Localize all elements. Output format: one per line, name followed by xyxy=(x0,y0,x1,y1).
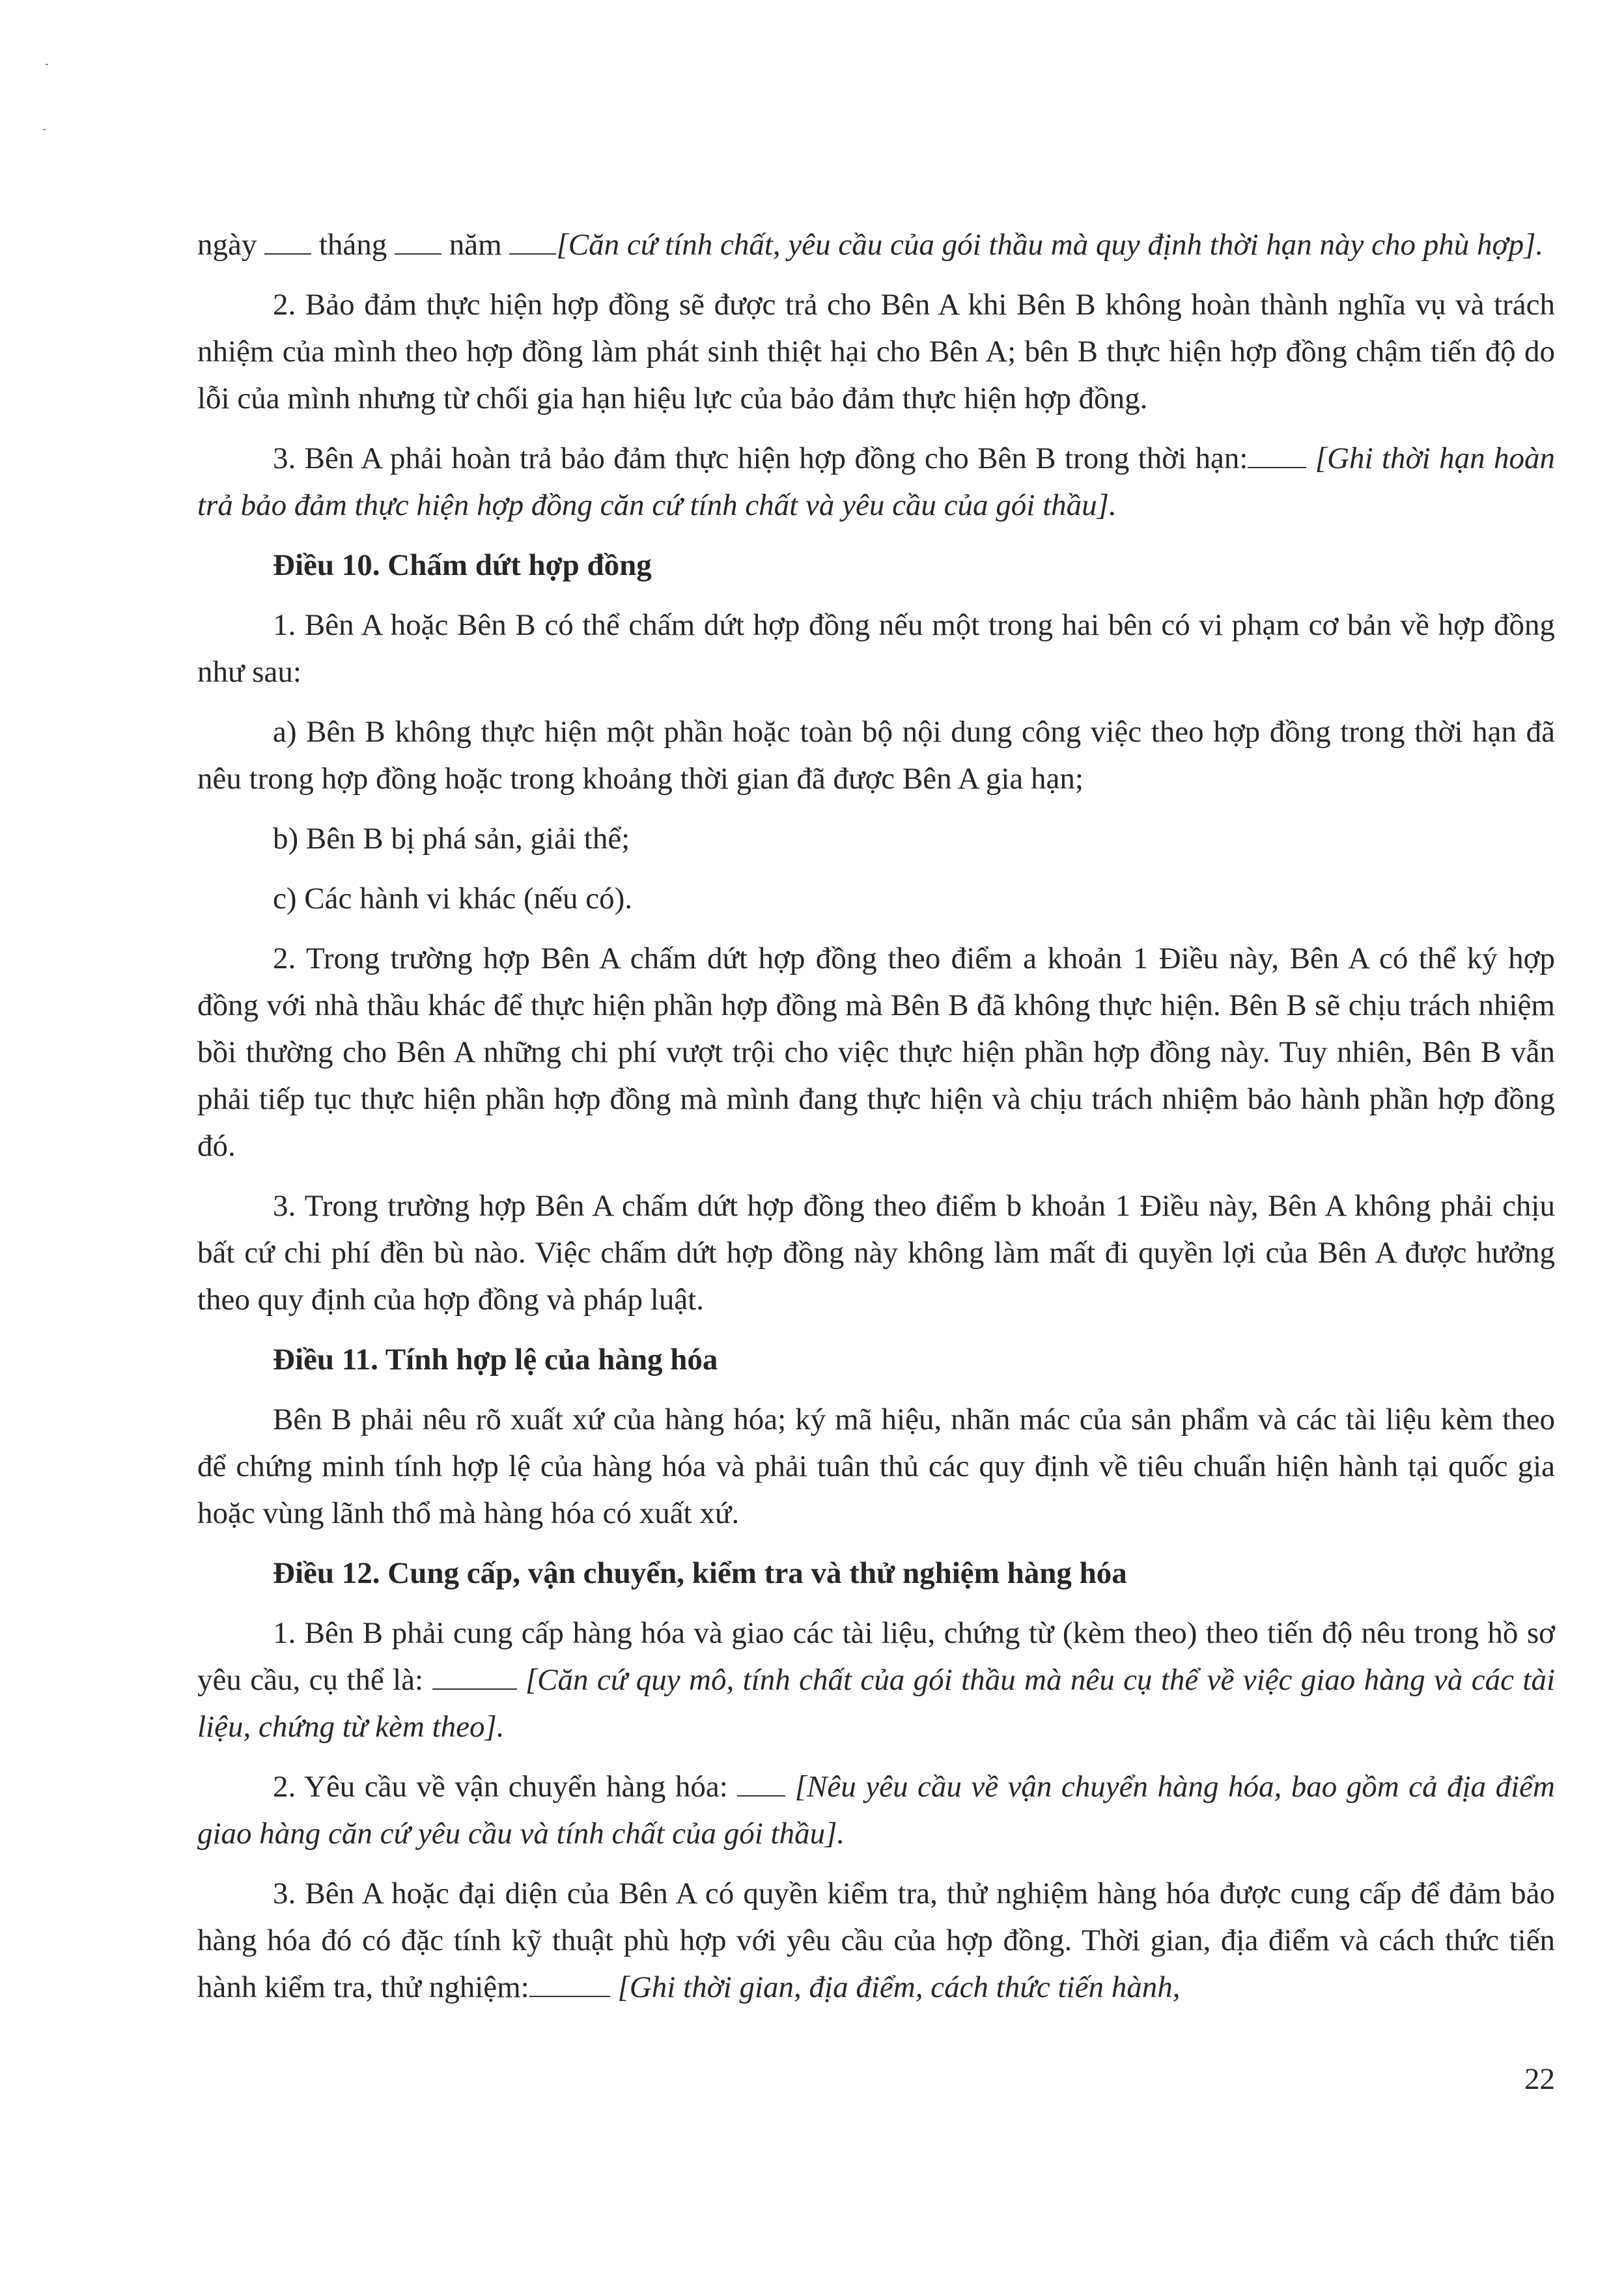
art10-item-a: a) Bên B không thực hiện một phần hoặc toàn bộ nội dung công việc theo hợp đồng trong thời hạn đã nêu trong hợp đồng hoặc trong khoảng thời gian đã được Bên A gia hạn; xyxy=(197,715,1555,796)
art12-heading: Điều 12. Cung cấp, vận chuyển, kiểm tra và thử nghiệm hàng hóa xyxy=(273,1556,1127,1590)
year-blank xyxy=(509,226,556,255)
scan-speck xyxy=(46,64,48,65)
art12-p3-note: [Ghi thời gian, địa điểm, cách thức tiến hành, xyxy=(617,1970,1181,2004)
art10-paragraph-1: 1. Bên A hoặc Bên B có thể chấm dứt hợp đồng nếu một trong hai bên có vi phạm cơ bản về hợp đồng như sau: xyxy=(197,608,1555,689)
intro-date-paragraph xyxy=(197,221,1555,268)
art10-paragraph-3: 3. Trong trường hợp Bên A chấm dứt hợp đồng theo điểm b khoản 1 Điều này, Bên A không phải chịu bất cứ chi phí đền bù nào. Việc chấm dứt hợp đồng này không làm mất đi quyền lợi của Bên A được hưởng theo quy định của hợp đồng và pháp luật. xyxy=(197,1189,1555,1317)
art10-heading: Điều 10. Chấm dứt hợp đồng xyxy=(273,548,652,582)
art10-item-b: b) Bên B bị phá sản, giải thể; xyxy=(273,822,630,856)
art9-paragraph-2: 2. Bảo đảm thực hiện hợp đồng sẽ được trả cho Bên A khi Bên B không hoàn thành nghĩa vụ và trách nhiệm của mình theo hợp đồng làm phát sinh thiệt hại cho Bên A; bên B thực hiện hợp đồng chậm tiến độ do lỗi của mình nhưng từ chối gia hạn hiệu lực của bảo đảm thực hiện hợp đồng. xyxy=(197,288,1555,415)
inspection-blank xyxy=(529,1968,610,1997)
intro-note: [Căn cứ tính chất, yêu cầu của gói thầu mà quy định thời hạn này cho phù hợp]. xyxy=(556,228,1544,262)
art10-paragraph-2: 2. Trong trường hợp Bên A chấm dứt hợp đồng theo điểm a khoản 1 Điều này, Bên A có thể ký hợp đồng với nhà thầu khác để thực hiện phần hợp đồng mà Bên B đã không thực hiện. Bên B sẽ chịu trách nhiệm bồi thường cho Bên A những chi phí vượt trội cho việc thực hiện phần hợp đồng này. Tuy nhiên, Bên B vẫn phải tiếp tục thực hiện phần hợp đồng mà mình đang thực hiện và chịu trách nhiệm bảo hành phần hợp đồng đó. xyxy=(197,942,1555,1163)
word-thang: tháng xyxy=(318,228,387,262)
day-blank xyxy=(264,226,311,255)
art12-p1-note: [Căn cứ quy mô, tính chất của gói thầu mà nêu cụ thể về việc giao hàng và các tài liệu, chứng từ kèm theo]. xyxy=(197,1663,1556,1744)
month-blank xyxy=(395,226,441,255)
art11-heading: Điều 11. Tính hợp lệ của hàng hóa xyxy=(273,1343,718,1377)
art12-paragraph-3 xyxy=(197,1870,1555,2011)
art12-p2-note: [Nêu yêu cầu về vận chuyển hàng hóa, bao gồm cả địa điểm giao hàng căn cứ yêu cầu và tính chất của gói thầu]. xyxy=(197,1770,1555,1851)
art10-item-c: c) Các hành vi khác (nếu có). xyxy=(273,882,632,916)
return-term-blank xyxy=(1248,440,1306,468)
art12-p1-text: 1. Bên B phải cung cấp hàng hóa và giao các tài liệu, chứng từ (kèm theo) theo tiến độ nêu trong hồ sơ yêu cầu, cụ thể là: xyxy=(197,1616,1555,1697)
art9-paragraph-3 xyxy=(197,435,1555,529)
art9-p3-note: [Ghi thời hạn hoàn trả bảo đảm thực hiện hợp đồng căn cứ tính chất và yêu cầu của gói thầu]. xyxy=(197,441,1555,522)
art12-p3-text: 3. Bên A hoặc đại diện của Bên A có quyền kiểm tra, thử nghiệm hàng hóa được cung cấp để đảm bảo hàng hóa đó có đặc tính kỹ thuật phù hợp với yêu cầu của hợp đồng. Thời gian, địa điểm và cách thức tiến hành kiểm tra, thử nghiệm: xyxy=(197,1877,1555,2004)
art12-p2-text: 2. Yêu cầu về vận chuyển hàng hóa: xyxy=(273,1770,728,1804)
art12-paragraph-2 xyxy=(197,1763,1555,1857)
page-number: 22 xyxy=(1524,2062,1555,2096)
art11-paragraph: Bên B phải nêu rõ xuất xứ của hàng hóa; ký mã hiệu, nhãn mác của sản phẩm và các tài liệu kèm theo để chứng minh tính hợp lệ của hàng hóa và phải tuân thủ các quy định về tiêu chuẩn hiện hành tại quốc gia hoặc vùng lãnh thổ mà hàng hóa có xuất xứ. xyxy=(197,1403,1555,1530)
scan-speck xyxy=(43,129,46,130)
word-ngay: ngày xyxy=(197,228,257,262)
art9-p3-text: 3. Bên A phải hoàn trả bảo đảm thực hiện hợp đồng cho Bên B trong thời hạn: xyxy=(273,441,1248,475)
document-body xyxy=(197,221,1555,2011)
transport-blank xyxy=(737,1768,785,1797)
art12-paragraph-1 xyxy=(197,1610,1555,1750)
word-nam: năm xyxy=(449,228,502,262)
delivery-blank xyxy=(432,1661,517,1690)
